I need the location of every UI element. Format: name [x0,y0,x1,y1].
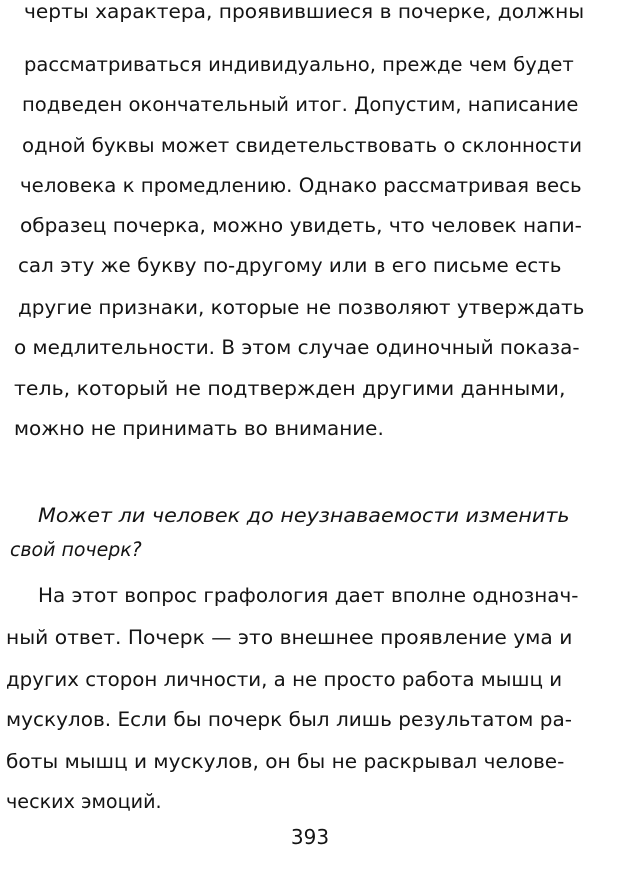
text-line: боты мышц и мускулов, он бы не раскрывал челове- [6,750,565,773]
text-line: другие признаки, которые не позволяют утверждать [18,296,585,319]
text-line: подведен окончательный итог. Допустим, написание [22,93,579,116]
text-line: сал эту же букву по-другому или в его письме есть [18,254,562,277]
text-line: рассматриваться индивидуально, прежде чем будет [24,53,574,76]
text-line: можно не принимать во внимание. [14,417,384,440]
text-line: ческих эмоций. [6,790,162,813]
heading-line: свой почерк? [10,538,142,561]
text-line: образец почерка, можно увидеть, что человек напи- [20,214,582,237]
text-line: На этот вопрос графология дает вполне однознач- [38,584,579,607]
text-line: других сторон личности, а не просто работа мышц и [6,668,563,691]
text-line: человека к промедлению. Однако рассматривая весь [20,174,582,197]
text-line: мускулов. Если бы почерк был лишь результатом ра- [6,708,572,731]
text-line: тель, который не подтвержден другими данными, [14,377,566,400]
text-line: о медлительности. В этом случае одиночный показа- [14,336,580,359]
heading-line: Может ли человек до неузнаваемости изменить [38,504,570,527]
text-line: одной буквы может свидетельствовать о склонности [22,134,583,157]
page-number: 393 [290,825,330,849]
text-line: черты характера, проявившиеся в почерке, должны [24,0,585,23]
text-line: ный ответ. Почерк — это внешнее проявление ума и [6,626,573,649]
